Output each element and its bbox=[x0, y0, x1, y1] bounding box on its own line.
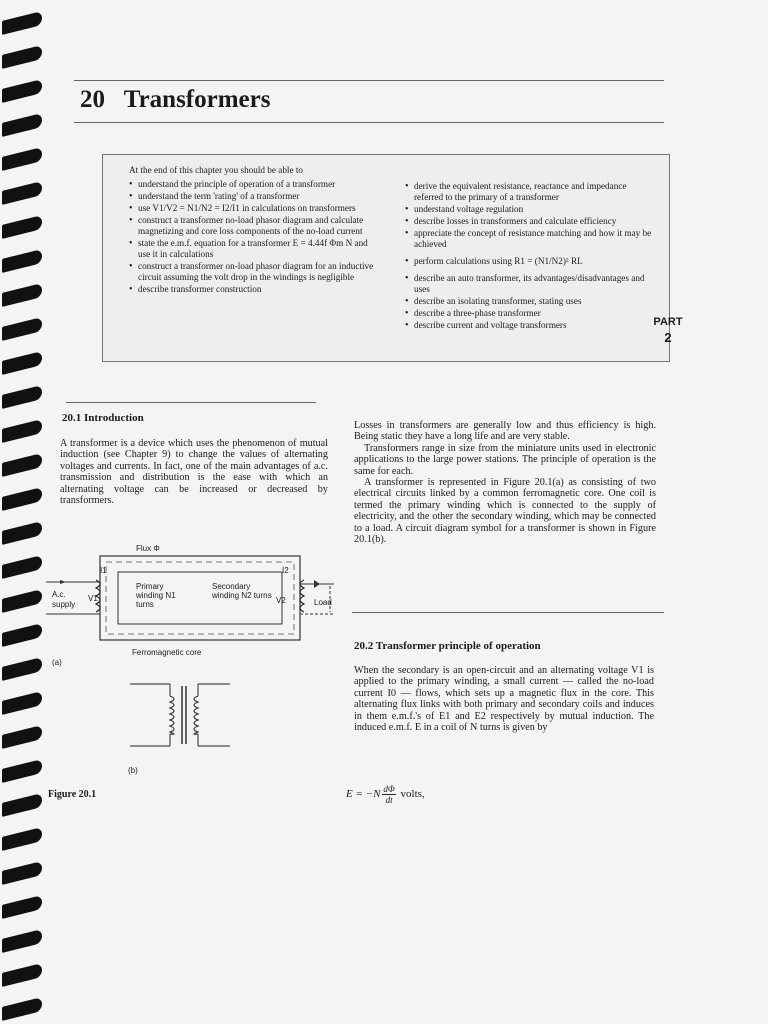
book-page bbox=[44, 0, 768, 1024]
objective-item: • describe losses in transformers and calculate efficiency bbox=[405, 216, 657, 227]
part-number: 2 bbox=[664, 330, 672, 345]
objective-item: • describe an auto transformer, its advantages/disadvantages and uses bbox=[405, 273, 657, 295]
top-rule bbox=[74, 80, 664, 81]
objective-item: • perform calculations using R1 = (N1/N2)² RL bbox=[405, 256, 657, 267]
objective-item: • describe an isolating transformer, stating uses bbox=[405, 296, 657, 307]
fraction-numerator: dΦ bbox=[383, 784, 395, 794]
objectives-right-list bbox=[405, 181, 657, 332]
flux-label: Flux Φ bbox=[136, 544, 160, 553]
section-rule bbox=[66, 402, 316, 403]
chapter-title bbox=[80, 86, 270, 114]
paragraph: Losses in transformers are generally low and thus efficiency is high. Being static they have a long life and are very stable. bbox=[354, 420, 656, 443]
fraction-denominator: dt bbox=[385, 795, 393, 805]
section-heading-principle: 20.2 Transformer principle of operation bbox=[354, 640, 541, 652]
objective-item: • derive the equivalent resistance, reactance and impedance referred to the primary of a transformer bbox=[405, 181, 657, 203]
objective-item: • describe transformer construction bbox=[129, 284, 381, 295]
equation-rhs: volts, bbox=[400, 788, 425, 801]
secondary-winding-label: Secondary winding N2 turns bbox=[212, 582, 272, 600]
equation-fraction bbox=[382, 784, 395, 805]
objective-item: • understand the term 'rating' of a transformer bbox=[129, 191, 381, 202]
objective-item: • appreciate the concept of resistance matching and how it may be achieved bbox=[405, 228, 657, 250]
figure-label-a: (a) bbox=[52, 658, 62, 667]
core-label: Ferromagnetic core bbox=[132, 648, 202, 657]
objective-item: • use V1/V2 = N1/N2 = I2/I1 in calculations on transformers bbox=[129, 203, 381, 214]
equation-lhs: E = −N bbox=[346, 788, 381, 801]
paragraph: Transformers range in size from the miniature units used in electronic applications to the large power stations. The principle of operation is the same for each. bbox=[354, 442, 656, 477]
right-column-text bbox=[354, 420, 656, 545]
supply-label: A.c. supply bbox=[52, 590, 76, 609]
emf-equation bbox=[346, 784, 425, 805]
objective-item: • construct a transformer on-load phasor diagram for an inductive circuit assuming the volt drop in the windings is negligible bbox=[129, 261, 381, 283]
v1-label: V1 bbox=[88, 594, 98, 603]
principle-text: When the secondary is an open-circuit and an alternating voltage V1 is applied to the primary winding, a small current — called the no-load current I0 — flows, which sets up a magnetic flux in the core. This alternating flux links with both primary and secondary coils and induces in them e.m.f.'s of E1 and E2 respectively by mutual induction. The induced e.m.f. E in a coil of N turns is given by bbox=[354, 665, 654, 734]
introduction-text: A transformer is a device which uses the phenomenon of mutual induction (see Chapter 9) to change the values of alternating voltages and currents. In fact, one of the main advantages of a.c. transmission and distribution is the ease with which an alternating voltage can be increased or decreased by transformers. bbox=[60, 438, 328, 507]
objective-item: • understand voltage regulation bbox=[405, 204, 657, 215]
section-heading-introduction: 20.1 Introduction bbox=[62, 412, 144, 424]
transformer-symbol-b bbox=[124, 676, 234, 756]
introduction-paragraph bbox=[60, 438, 328, 506]
chapter-name: Transformers bbox=[123, 86, 271, 113]
i1-label: I1 bbox=[100, 566, 107, 575]
v2-label: V2 bbox=[276, 596, 286, 605]
principle-paragraph bbox=[354, 665, 654, 733]
figure-caption: Figure 20.1 bbox=[48, 789, 97, 800]
objective-item: • understand the principle of operation of a transformer bbox=[129, 179, 381, 190]
objective-item: • describe a three-phase transformer bbox=[405, 308, 657, 319]
i2-label: I2 bbox=[282, 566, 289, 575]
primary-winding-label: Primary winding N1 turns bbox=[136, 582, 176, 609]
chapter-number: 20 bbox=[80, 86, 105, 113]
objective-item: • describe current and voltage transformers bbox=[405, 320, 657, 331]
title-rule bbox=[74, 122, 664, 123]
load-label: Load bbox=[314, 598, 332, 607]
part-label: PART bbox=[653, 316, 683, 328]
objective-item: • state the e.m.f. equation for a transformer E = 4.44f Φm N and use it in calculations bbox=[129, 238, 381, 260]
objectives-intro: At the end of this chapter you should be able to bbox=[129, 165, 304, 175]
section-rule bbox=[352, 612, 664, 613]
objectives-left-list bbox=[129, 179, 381, 296]
paragraph: A transformer is represented in Figure 20.1(a) as consisting of two electrical circuits linked by a common ferromagnetic core. One coil is termed the primary winding which is connected to the supply of electricity, and the other the secondary winding, which may be connected to a load. A circuit diagram symbol for a transformer is shown in Figure 20.1(b). bbox=[354, 477, 656, 546]
learning-objectives-box bbox=[102, 154, 670, 362]
objective-item: • construct a transformer no-load phasor diagram and calculate magnetizing and core loss components of the no-load current bbox=[129, 215, 381, 237]
figure-label-b: (b) bbox=[128, 766, 138, 775]
